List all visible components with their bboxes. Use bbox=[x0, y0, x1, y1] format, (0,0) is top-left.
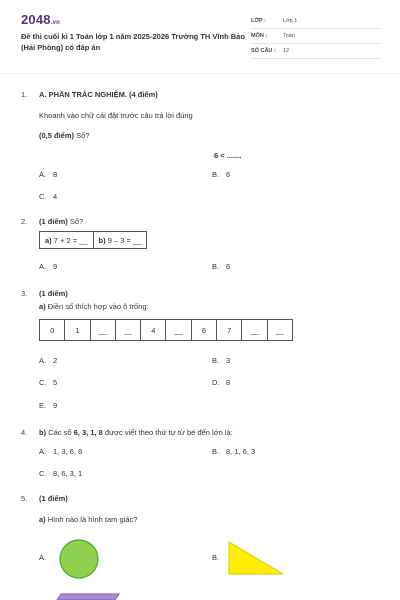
question-body bbox=[39, 217, 379, 249]
option-a[interactable] bbox=[39, 553, 53, 562]
page-header bbox=[0, 0, 400, 74]
meta-label: MÔN : bbox=[251, 33, 268, 39]
sub-label: b) bbox=[39, 428, 47, 437]
cell-text: 9 – 3 = __ bbox=[107, 235, 142, 245]
option-text: 2 bbox=[53, 356, 58, 365]
option-b[interactable] bbox=[212, 262, 230, 271]
points: (1 điểm) bbox=[39, 289, 68, 298]
sequence-cell[interactable]: __ bbox=[242, 320, 267, 340]
question-number: 3. bbox=[21, 289, 28, 298]
calculation-boxes bbox=[39, 231, 147, 249]
question-prompt bbox=[39, 428, 379, 437]
question-prompt bbox=[39, 515, 379, 524]
meta-value: Toán bbox=[283, 33, 295, 39]
prompt-numbers: 6, 3, 1, 8 bbox=[73, 428, 103, 437]
option-letter: A. bbox=[39, 262, 47, 271]
cell-label: a) bbox=[45, 235, 52, 245]
parallelogram-shape-icon[interactable] bbox=[55, 592, 121, 600]
option-text: 6 bbox=[226, 170, 231, 179]
meta-row-count bbox=[251, 44, 381, 59]
option-letter: B. bbox=[212, 170, 220, 179]
meta-row-subject bbox=[251, 29, 381, 44]
exam-meta bbox=[251, 14, 381, 59]
question-number: 2. bbox=[21, 217, 28, 226]
calc-cell-b[interactable] bbox=[94, 232, 147, 248]
sub-label: a) bbox=[39, 302, 46, 311]
site-logo[interactable] bbox=[21, 12, 60, 27]
sequence-cell[interactable]: __ bbox=[91, 320, 116, 340]
option-letter: A. bbox=[39, 553, 47, 562]
option-b[interactable] bbox=[212, 553, 226, 562]
option-text: 8, 6, 3, 1 bbox=[53, 469, 83, 478]
option-d[interactable] bbox=[212, 378, 230, 387]
option-c[interactable] bbox=[39, 469, 82, 478]
question-number: 1. bbox=[21, 90, 28, 99]
option-letter: C. bbox=[39, 378, 47, 387]
option-letter: B. bbox=[212, 262, 220, 271]
exam-title: Đề thi cuối kì 1 Toán lớp 1 năm 2025-2026 Trường TH Vĩnh Bảo (Hải Phòng) có đáp án bbox=[21, 32, 245, 52]
question-body bbox=[39, 90, 379, 160]
sequence-cell[interactable]: __ bbox=[116, 320, 141, 340]
question-body bbox=[39, 289, 379, 311]
question-number: 5. bbox=[21, 494, 28, 503]
option-a[interactable] bbox=[39, 262, 57, 271]
logo-main: 2048 bbox=[21, 12, 51, 27]
question-prompt bbox=[39, 131, 379, 140]
question-number: 4. bbox=[21, 428, 28, 437]
prompt-text: Số? bbox=[69, 217, 84, 226]
option-text: 1, 3, 6, 8 bbox=[53, 447, 83, 456]
option-c[interactable] bbox=[39, 378, 57, 387]
prompt-text: Điền số thích hợp vào ô trống: bbox=[47, 302, 149, 311]
option-e[interactable] bbox=[39, 401, 57, 410]
option-a[interactable] bbox=[39, 170, 57, 179]
option-text: 5 bbox=[53, 378, 58, 387]
circle-shape-icon[interactable] bbox=[58, 538, 100, 580]
meta-label: SỐ CÂU : bbox=[251, 48, 276, 54]
points: (1 điểm) bbox=[39, 494, 68, 503]
option-c[interactable] bbox=[39, 192, 57, 201]
option-letter: D. bbox=[212, 378, 220, 387]
question-prompt bbox=[39, 217, 379, 226]
option-text: 8 bbox=[226, 378, 231, 387]
points: (0,5 điểm) bbox=[39, 131, 75, 140]
option-letter: C. bbox=[39, 469, 47, 478]
meta-row-grade bbox=[251, 14, 381, 29]
sequence-cell[interactable]: 7 bbox=[217, 320, 242, 340]
question-body bbox=[39, 494, 379, 524]
option-letter: A. bbox=[39, 170, 47, 179]
triangle-shape-icon[interactable] bbox=[227, 540, 285, 576]
option-text: 6 bbox=[226, 262, 231, 271]
option-letter: B. bbox=[212, 447, 220, 456]
question-body bbox=[39, 428, 379, 437]
sub-label: a) bbox=[39, 515, 46, 524]
option-b[interactable] bbox=[212, 170, 230, 179]
meta-label: LỚP : bbox=[251, 18, 266, 24]
prompt-text: Số? bbox=[76, 131, 90, 140]
option-letter: E. bbox=[39, 401, 47, 410]
sequence-cell[interactable]: 4 bbox=[141, 320, 166, 340]
sequence-cell[interactable]: __ bbox=[275, 325, 284, 335]
calc-cell-a[interactable] bbox=[40, 232, 94, 248]
sequence-cell[interactable]: 1 bbox=[65, 320, 90, 340]
option-text: 9 bbox=[53, 401, 58, 410]
prompt-pre: Các số bbox=[48, 428, 74, 437]
option-a[interactable] bbox=[39, 447, 82, 456]
option-text: 9 bbox=[53, 262, 58, 271]
cell-label: b) bbox=[98, 235, 106, 245]
cell-text: 7 + 2 = __ bbox=[53, 235, 88, 245]
sequence-cell[interactable]: 6 bbox=[192, 320, 217, 340]
comparison-expression: 6 < ....... bbox=[214, 151, 242, 160]
option-text: 8 bbox=[53, 170, 58, 179]
option-b[interactable] bbox=[212, 356, 230, 365]
number-sequence bbox=[39, 319, 293, 341]
option-letter: A. bbox=[39, 447, 47, 456]
option-a[interactable] bbox=[39, 356, 57, 365]
instruction: Khoanh vào chữ cái đặt trước câu trả lời đúng bbox=[39, 111, 193, 120]
logo-suffix: .vn bbox=[50, 20, 61, 26]
sequence-table bbox=[39, 319, 293, 341]
section-heading: A. PHẦN TRẮC NGHIỆM. (4 điểm) bbox=[39, 90, 158, 99]
prompt-text: Hình nào là hình tam giác? bbox=[47, 515, 138, 524]
option-text: 8, 1, 6, 3 bbox=[226, 447, 256, 456]
option-letter: B. bbox=[212, 553, 220, 562]
meta-value: Lớp 1 bbox=[283, 18, 298, 24]
option-b[interactable] bbox=[212, 447, 255, 456]
option-text: 4 bbox=[53, 192, 58, 201]
option-text: 3 bbox=[226, 356, 231, 365]
meta-value: 12 bbox=[283, 48, 290, 54]
points: (1 điểm) bbox=[39, 217, 68, 226]
sequence-cell[interactable]: 0 bbox=[40, 320, 65, 340]
option-letter: A. bbox=[39, 356, 47, 365]
option-letter: C. bbox=[39, 192, 47, 201]
question-prompt bbox=[39, 302, 379, 311]
sequence-cell[interactable]: __ bbox=[166, 320, 191, 340]
option-letter: B. bbox=[212, 356, 220, 365]
prompt-post: được viết theo thứ tự từ bé đến lớn là: bbox=[102, 428, 233, 437]
